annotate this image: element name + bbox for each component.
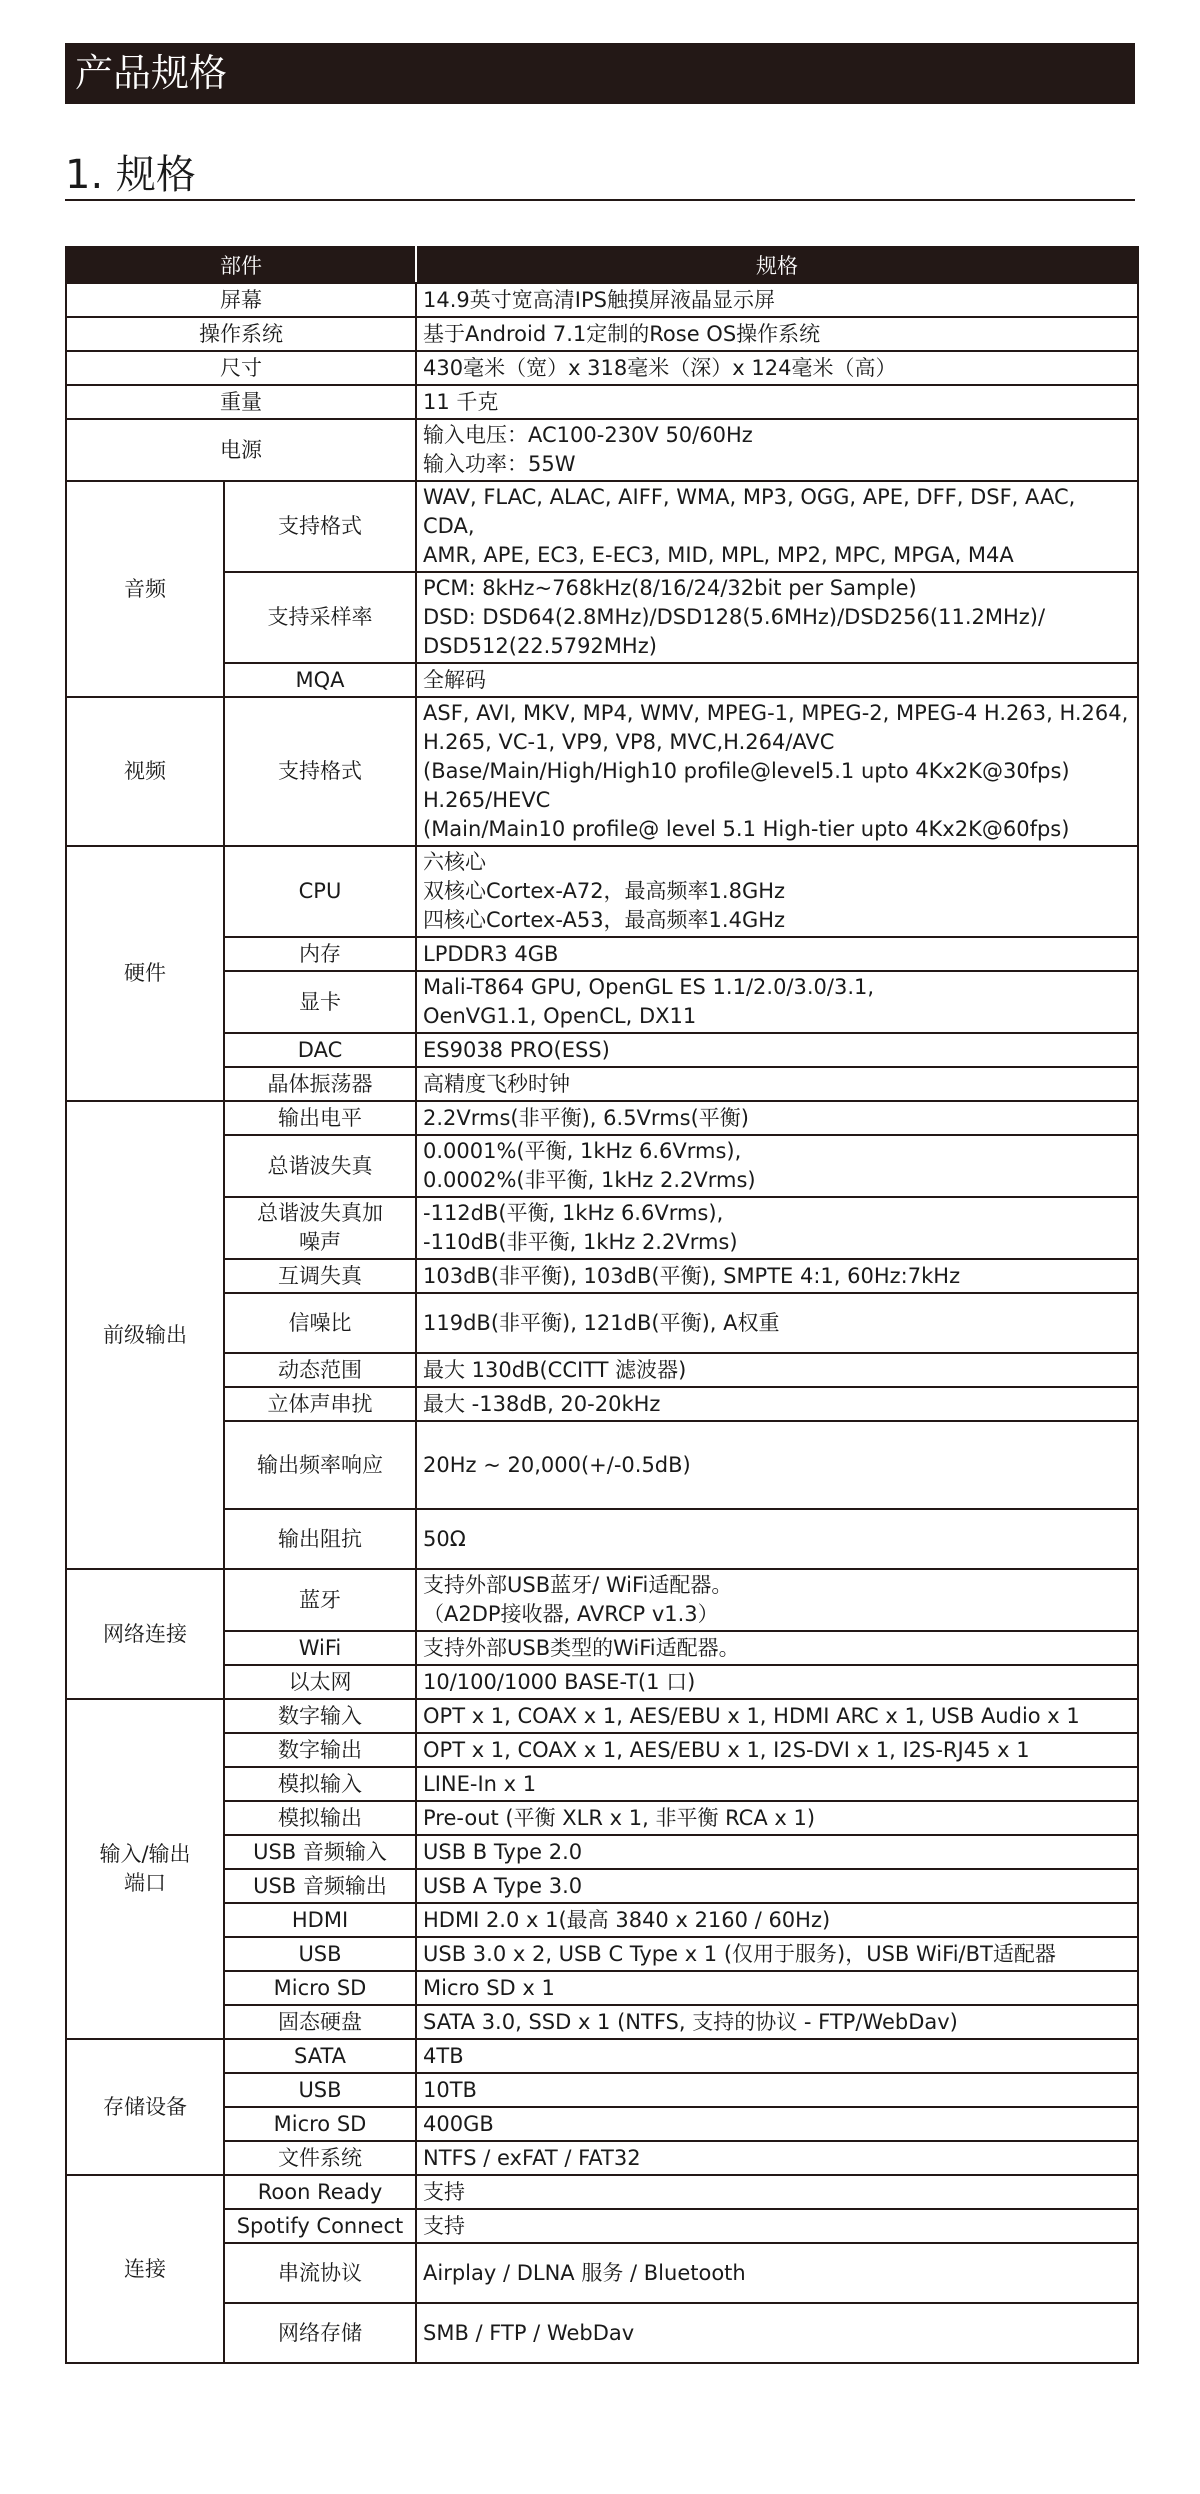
table-row [66,846,1138,937]
spec-value: 10TB [416,2073,1138,2107]
page-header [65,43,1135,104]
table-row [66,1421,1138,1509]
table-header-row [66,247,1138,283]
table-row [66,1259,1138,1293]
spec-value: Pre-out (平衡 XLR x 1, 非平衡 RCA x 1) [416,1801,1138,1835]
table-row [66,385,1138,419]
spec-label: 支持格式 [224,697,416,846]
table-row [66,2005,1138,2039]
column-header-spec: 规格 [416,247,1138,283]
table-row [66,2073,1138,2107]
spec-value: ASF, AVI, MKV, MP4, WMV, MPEG-1, MPEG-2, MPEG-4 H.263, H.264, H.265, VC-1, VP9, VP8, MVC,H.264/AVC (Base/Main/High/High10 profile@level5.1 upto 4Kx2K@30fps) H.265/HEVC (Main/Main10 profile@ level 5.1 High-tier upto 4Kx2K@60fps) [416,697,1138,846]
table-row [66,1903,1138,1937]
spec-label: 电源 [66,419,416,481]
table-row [66,1631,1138,1665]
spec-label: MQA [224,663,416,697]
table-row [66,2209,1138,2243]
table-row [66,1067,1138,1101]
spec-label: 串流协议 [224,2243,416,2303]
spec-label: 数字输入 [224,1699,416,1733]
table-row [66,2039,1138,2073]
spec-label: 输出电平 [224,1101,416,1135]
spec-group: 前级输出 [66,1101,224,1569]
spec-value: 六核心 双核心Cortex-A72，最高频率1.8GHz 四核心Cortex-A53，最高频率1.4GHz [416,846,1138,937]
spec-group: 视频 [66,697,224,846]
spec-value: 最大 130dB(CCITT 滤波器) [416,1353,1138,1387]
spec-label: 蓝牙 [224,1569,416,1631]
spec-label: 文件系统 [224,2141,416,2175]
table-row [66,572,1138,663]
table-row [66,1353,1138,1387]
spec-value: 11 千克 [416,385,1138,419]
table-row [66,937,1138,971]
spec-value: 支持 [416,2209,1138,2243]
spec-label: 晶体振荡器 [224,1067,416,1101]
spec-value: LPDDR3 4GB [416,937,1138,971]
table-row [66,1665,1138,1699]
spec-label: USB 音频输入 [224,1835,416,1869]
spec-value: 2.2Vrms(非平衡), 6.5Vrms(平衡) [416,1101,1138,1135]
spec-value: 全解码 [416,663,1138,697]
table-row [66,971,1138,1033]
table-row [66,663,1138,697]
table-row [66,317,1138,351]
table-row [66,1033,1138,1067]
spec-value: 基于Android 7.1定制的Rose OS操作系统 [416,317,1138,351]
table-row [66,1387,1138,1421]
spec-label: 总谐波失真加 噪声 [224,1197,416,1259]
spec-label: 固态硬盘 [224,2005,416,2039]
spec-group: 音频 [66,481,224,697]
spec-value: 50Ω [416,1509,1138,1569]
spec-value: USB 3.0 x 2, USB C Type x 1 (仅用于服务)，USB WiFi/BT适配器 [416,1937,1138,1971]
spec-value: HDMI 2.0 x 1(最高 3840 x 2160 / 60Hz) [416,1903,1138,1937]
spec-value: ES9038 PRO(ESS) [416,1033,1138,1067]
spec-label: 显卡 [224,971,416,1033]
spec-value: WAV, FLAC, ALAC, AIFF, WMA, MP3, OGG, APE, DFF, DSF, AAC, CDA, AMR, APE, EC3, E-EC3, MID, MPL, MP2, MPC, MPGA, M4A [416,481,1138,572]
table-row [66,1699,1138,1733]
page-title: 产品规格 [75,51,228,95]
spec-value: Airplay / DLNA 服务 / Bluetooth [416,2243,1138,2303]
table-row [66,1835,1138,1869]
spec-label: 尺寸 [66,351,416,385]
table-row [66,2243,1138,2303]
spec-label: 支持格式 [224,481,416,572]
spec-value: 支持外部USB类型的WiFi适配器。 [416,1631,1138,1665]
spec-group: 硬件 [66,846,224,1101]
table-row [66,2107,1138,2141]
spec-value: 10/100/1000 BASE-T(1 口) [416,1665,1138,1699]
spec-value: 最大 -138dB, 20-20kHz [416,1387,1138,1421]
spec-label: 重量 [66,385,416,419]
table-row [66,1569,1138,1631]
table-row [66,1801,1138,1835]
table-row [66,2141,1138,2175]
table-row [66,1101,1138,1135]
spec-label: USB [224,1937,416,1971]
table-row [66,1509,1138,1569]
spec-value: 119dB(非平衡), 121dB(平衡), A权重 [416,1293,1138,1353]
spec-label: 数字输出 [224,1733,416,1767]
spec-group: 网络连接 [66,1569,224,1699]
spec-label: Micro SD [224,1971,416,2005]
spec-value: LINE-In x 1 [416,1767,1138,1801]
table-row [66,1937,1138,1971]
spec-group: 输入/输出 端口 [66,1699,224,2039]
table-row [66,351,1138,385]
spec-label: DAC [224,1033,416,1067]
spec-label: WiFi [224,1631,416,1665]
spec-label: HDMI [224,1903,416,1937]
spec-label: 动态范围 [224,1353,416,1387]
spec-label: 立体声串扰 [224,1387,416,1421]
spec-value: OPT x 1, COAX x 1, AES/EBU x 1, HDMI ARC x 1, USB Audio x 1 [416,1699,1138,1733]
spec-label: 网络存储 [224,2303,416,2363]
spec-value: 支持外部USB蓝牙/ WiFi适配器。 （A2DP接收器, AVRCP v1.3） [416,1569,1138,1631]
spec-value: -112dB(平衡, 1kHz 6.6Vrms), -110dB(非平衡, 1kHz 2.2Vrms) [416,1197,1138,1259]
spec-label: Spotify Connect [224,2209,416,2243]
section-divider [65,199,1135,201]
spec-value: 14.9英寸宽高清IPS触摸屏液晶显示屏 [416,283,1138,317]
spec-label: 信噪比 [224,1293,416,1353]
table-row [66,1767,1138,1801]
spec-label: SATA [224,2039,416,2073]
spec-label: 输出频率响应 [224,1421,416,1509]
spec-label: 模拟输出 [224,1801,416,1835]
spec-label: 模拟输入 [224,1767,416,1801]
spec-label: 以太网 [224,1665,416,1699]
section-title: 1. 规格 [65,152,196,198]
table-row [66,1293,1138,1353]
spec-value: 0.0001%(平衡, 1kHz 6.6Vrms), 0.0002%(非平衡, 1kHz 2.2Vrms) [416,1135,1138,1197]
spec-label: USB 音频输出 [224,1869,416,1903]
spec-value: PCM: 8kHz~768kHz(8/16/24/32bit per Sample) DSD: DSD64(2.8MHz)/DSD128(5.6MHz)/DSD256(11.2MHz)/ DSD512(22.5792MHz) [416,572,1138,663]
spec-value: 输入电压：AC100-230V 50/60Hz 输入功率：55W [416,419,1138,481]
spec-value: SATA 3.0, SSD x 1 (NTFS, 支持的协议 - FTP/WebDav) [416,2005,1138,2039]
spec-value: 高精度飞秒时钟 [416,1067,1138,1101]
spec-label: Micro SD [224,2107,416,2141]
spec-label: CPU [224,846,416,937]
spec-label: Roon Ready [224,2175,416,2209]
spec-group: 存储设备 [66,2039,224,2175]
spec-label: 屏幕 [66,283,416,317]
spec-group: 连接 [66,2175,224,2363]
table-row [66,2303,1138,2363]
spec-value: SMB / FTP / WebDav [416,2303,1138,2363]
spec-value: 400GB [416,2107,1138,2141]
table-row [66,1733,1138,1767]
spec-value: 20Hz ~ 20,000(+/-0.5dB) [416,1421,1138,1509]
spec-label: 支持采样率 [224,572,416,663]
table-row [66,2175,1138,2209]
spec-value: Mali-T864 GPU, OpenGL ES 1.1/2.0/3.0/3.1, OenVG1.1, OpenCL, DX11 [416,971,1138,1033]
spec-value: Micro SD x 1 [416,1971,1138,2005]
spec-table-body [66,283,1138,2363]
spec-value: 430毫米（宽）x 318毫米（深）x 124毫米（高） [416,351,1138,385]
spec-label: 总谐波失真 [224,1135,416,1197]
table-row [66,283,1138,317]
spec-label: 内存 [224,937,416,971]
table-row [66,419,1138,481]
spec-value: 4TB [416,2039,1138,2073]
spec-table [65,246,1139,2364]
spec-value: USB B Type 2.0 [416,1835,1138,1869]
spec-label: 互调失真 [224,1259,416,1293]
table-row [66,1135,1138,1197]
table-row [66,481,1138,572]
spec-label: 输出阻抗 [224,1509,416,1569]
spec-value: 103dB(非平衡), 103dB(平衡), SMPTE 4:1, 60Hz:7kHz [416,1259,1138,1293]
table-row [66,1869,1138,1903]
column-header-component: 部件 [66,247,416,283]
spec-value: 支持 [416,2175,1138,2209]
spec-label: USB [224,2073,416,2107]
spec-value: USB A Type 3.0 [416,1869,1138,1903]
table-row [66,697,1138,846]
spec-value: NTFS / exFAT / FAT32 [416,2141,1138,2175]
spec-label: 操作系统 [66,317,416,351]
spec-value: OPT x 1, COAX x 1, AES/EBU x 1, I2S-DVI x 1, I2S-RJ45 x 1 [416,1733,1138,1767]
table-row [66,1197,1138,1259]
table-row [66,1971,1138,2005]
